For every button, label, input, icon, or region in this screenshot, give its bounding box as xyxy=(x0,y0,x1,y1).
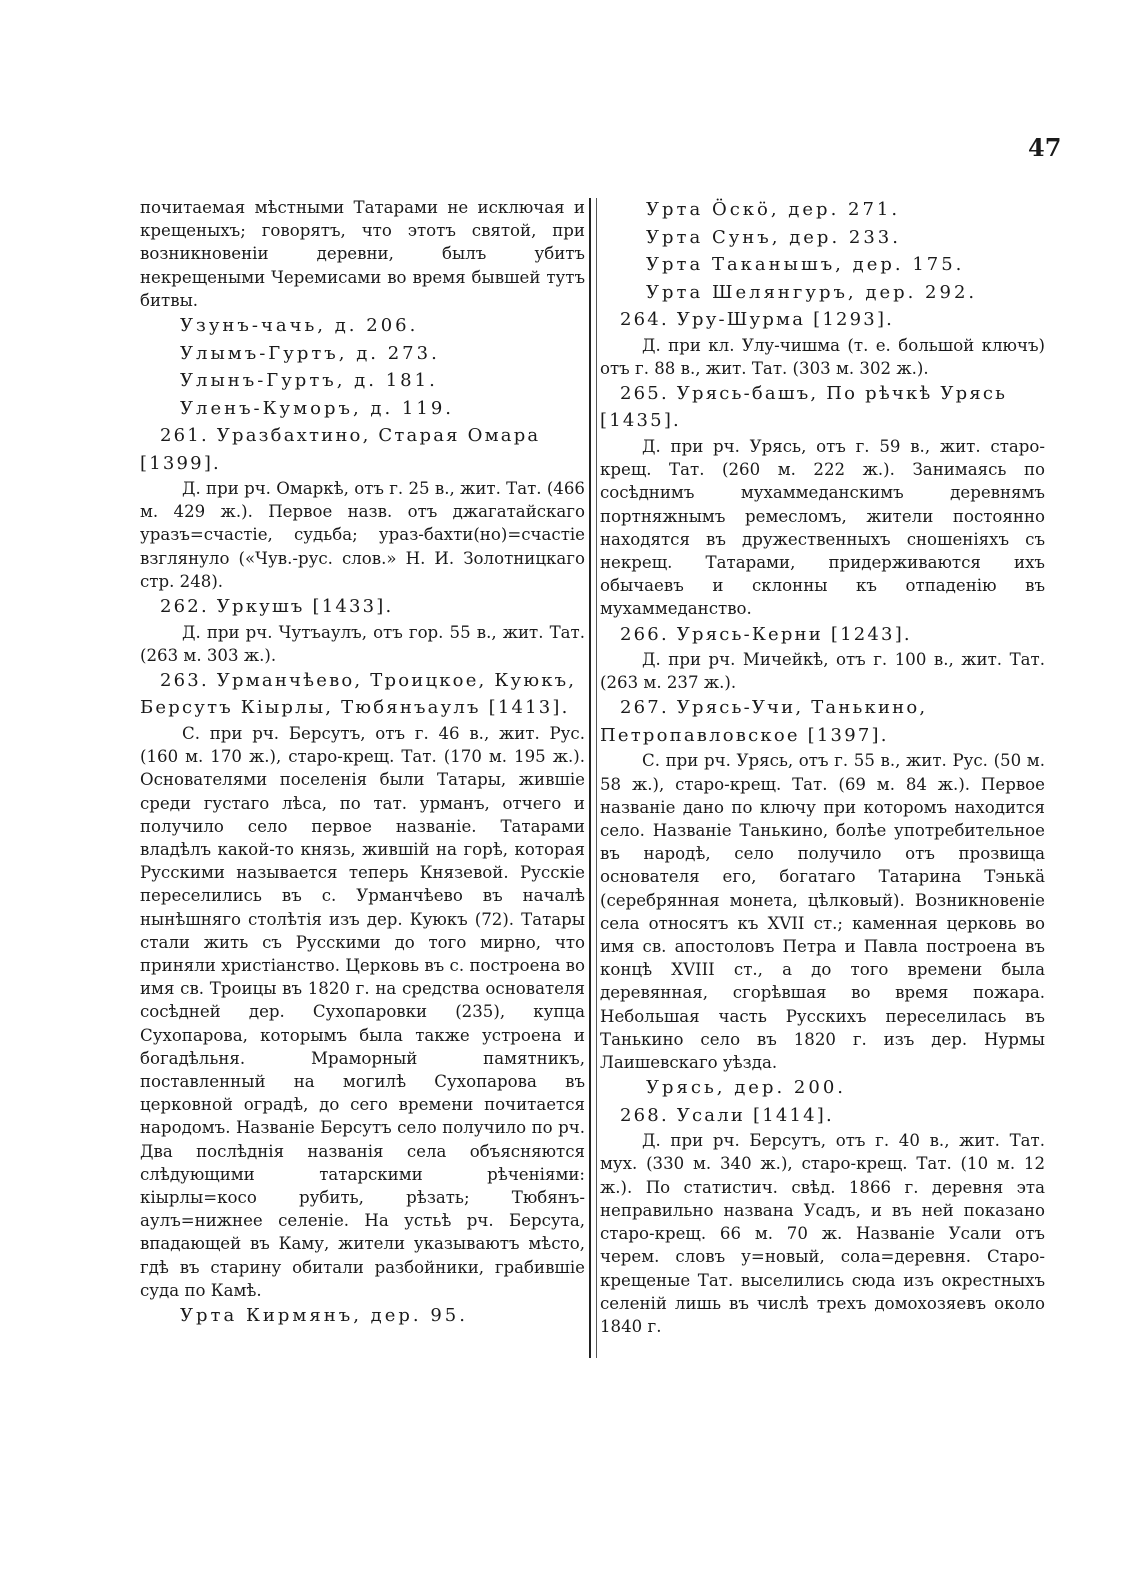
village-entry: Узунъ-чачь, д. 206. xyxy=(180,315,419,337)
entry-264-heading: 264. Уру-Шурма [1293]. xyxy=(620,309,895,330)
village-entry: Урта Ӧскӧ, дер. 271. xyxy=(646,199,901,220)
village-entry: Улымъ-Гуртъ, д. 273. xyxy=(180,342,440,364)
entry-267-body: С. при рч. Урясь, отъ г. 55 в., жит. Рус. (50 м. 58 ж.), старо-крещ. Тат. (69 м. 84 ж.). Первое названіе дано по ключу при которомъ находится село. Названіе Танькино, болѣе употребительное въ народѣ, село получило отъ прозвища основателя его, богатаго Татарина Тэнькӓ (серебрянная монета, цѣлковый). Возникновеніе села относятъ къ XVII ст.; каменная церковь во имя св. апостоловъ Петра и Павла построена въ концѣ XVIII ст., а до того времени была деревянная, сгорѣвшая во время пожара. Небольшая часть Русскихъ переселилась въ Танькино село въ 1820 г. изъ дер. Нурмы Лаишевскаго уѣзда. xyxy=(600,751,1045,1073)
village-entry: Урта Сунъ, дер. 233. xyxy=(646,226,901,248)
entry-268-body: Д. при рч. Берсутъ, отъ г. 40 в., жит. Тат. мух. (330 м. 340 ж.), старо-крещ. Тат. (10 м. 12 ж.). По статистич. свѣд. 1866 г. деревня эта неправильно названа Усадъ, и въ ней показано старо-крещ. 66 м. 70 ж. Названіе Усали отъ черем. словъ у=новый, сола=деревня. Старо-крещеные Тат. выселились сюда изъ окрестныхъ селеній лишь въ числѣ трехъ домохозяевъ около 1840 г. xyxy=(600,1131,1045,1336)
village-entry-uryas: Урясь, дер. 200. xyxy=(646,1077,846,1099)
village-entry: Урта Шелянгуръ, дер. 292. xyxy=(646,281,978,303)
entry-265-body: Д. при рч. Урясь, отъ г. 59 в., жит. старо-крещ. Тат. (260 м. 222 ж.). Занимаясь по сосѣднимъ мухаммеданскимъ деревнямъ портняжнымъ ремесломъ, жители постоянно находятся въ дружественныхъ сношеніяхъ съ некрещ. Татарами, придерживаются ихъ обычаевъ и склонны къ отпаденію въ мухаммеданство. xyxy=(600,436,1045,619)
entry-263-heading: 263. Урманчѣево, Троицкое, Куюкъ, Берсутъ Кіырлы, Тюбянъаулъ [1413]. xyxy=(140,669,577,719)
intro-paragraph: почитаемая мѣстными Татарами не исключая и крещеныхъ; говорятъ, что этотъ святой, при возникновеніи деревни, былъ убитъ некрещеными Черемисами во время бывшей тутъ битвы. xyxy=(140,198,585,310)
entry-267-heading: 267. Урясь-Учи, Танькино, Петропавловское [1397]. xyxy=(600,697,928,746)
entry-261-body: Д. при рч. Омаркѣ, отъ г. 25 в., жит. Тат. (466 м. 429 ж.). Первое назв. отъ джагатайскаго уразъ=счастіе, судьба; ураз-бахти(но)=счастіе взглянуло («Чув.-рус. слов.» Н. И. Золотницкаго стр. 248). xyxy=(140,479,585,591)
village-entry: Улынъ-Гуртъ, д. 181. xyxy=(180,370,438,392)
village-entry-last: Урта Кирмянъ, дер. 95. xyxy=(180,1305,468,1327)
entry-263-body: С. при рч. Берсутъ, отъ г. 46 в., жит. Рус. (160 м. 170 ж.), старо-крещ. Тат. (170 м. 195 ж.). Основателями поселенія были Татары, жившіе среди густаго лѣса, по тат. урманъ, отчего и получило село первое названіе. Татарами владѣлъ какой-то князь, жившій на горѣ, которая Русскими называется теперь Князевой. Русскіе переселились въ с. Урманчѣево въ началѣ нынѣшняго столѣтія изъ дер. Куюкъ (72). Татары стали жить съ Русскими до того мирно, что приняли христіанство. Церковь въ с. построена во имя св. Троицы въ 1820 г. на средства основателя сосѣдней дер. Сухопаровки (235), купца Сухопарова, которымъ была также устроена и богадѣльня. Мраморный памятникъ, поставленный на могилѣ Сухопарова въ церковной оградѣ, до сего времени почитается народомъ. Названіе Берсутъ село получило по рч. Два послѣднія названія села объясняются слѣдующими татарскими рѣченіями: кіырлы=косо рубить, рѣзать; Тюбянъ-аулъ=нижнее селеніе. На устьѣ рч. Берсута, впадающей въ Каму, жители указываютъ мѣсто, гдѣ въ старину обитали разбойники, грабившіе суда по Камѣ. xyxy=(140,723,585,1300)
entry-266-heading: 266. Урясь-Керни [1243]. xyxy=(620,623,912,645)
right-column xyxy=(600,196,1045,1338)
entry-262-heading: 262. Уркушъ [1433]. xyxy=(160,596,394,618)
column-divider xyxy=(589,198,597,1358)
entry-266-body: Д. при рч. Мичейкѣ, отъ г. 100 в., жит. Тат. (263 м. 237 ж.). xyxy=(600,650,1045,693)
village-entry: Уленъ-Куморъ, д. 119. xyxy=(180,397,455,419)
entry-268-heading: 268. Усали [1414]. xyxy=(620,1104,834,1126)
page-number: 47 xyxy=(1028,133,1062,162)
entry-261-heading: 261. Уразбахтино, Старая Омара [1399]. xyxy=(140,425,541,474)
village-entry: Урта Таканышъ, дер. 175. xyxy=(646,254,965,275)
left-column xyxy=(140,196,585,1330)
entry-265-heading: 265. Урясь-башъ, По рѣчкѣ Урясь [1435]. xyxy=(600,382,1008,432)
entry-262-body: Д. при рч. Чутъаулъ, отъ гор. 55 в., жит. Тат. (263 м. 303 ж.). xyxy=(140,622,585,665)
entry-264-body: Д. при кл. Улу-чишма (т. е. большой ключъ) отъ г. 88 в., жит. Тат. (303 м. 302 ж.). xyxy=(600,335,1045,378)
